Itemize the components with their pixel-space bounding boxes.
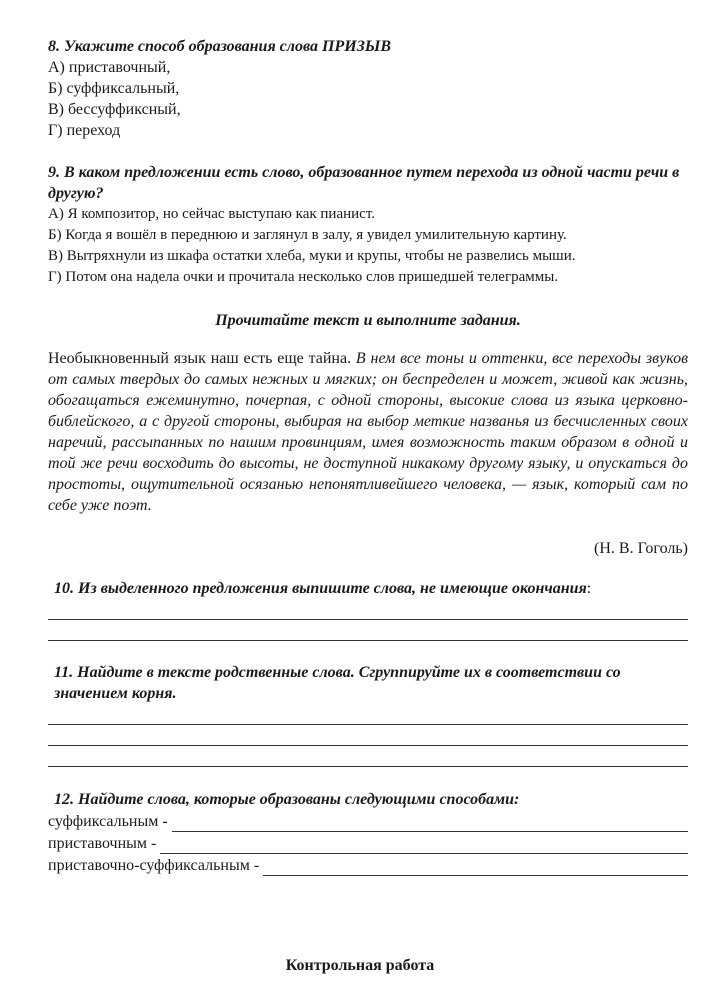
fill-label-prefix: приставочным - (48, 835, 157, 852)
question-8 (48, 36, 688, 141)
instruction-heading: Прочитайте текст и выполните задания. (215, 312, 521, 329)
question-9-option-c: В) Вытряхнули из шкафа остатки хлеба, муки и крупы, чтобы не развелись мыши. (48, 248, 576, 264)
answer-line[interactable] (48, 746, 688, 767)
fill-row-prefix-suffix (48, 854, 688, 876)
question-10-title: 10. Из выделенного предложения выпишите слова, не имеющие окончания (54, 580, 587, 597)
answer-line[interactable] (48, 599, 688, 620)
passage-author: (Н. В. Гоголь) (594, 540, 688, 557)
question-9-title: 9. В каком предложении есть слово, образованное путем перехода из одной части речи в другую? (48, 164, 680, 202)
question-9-option-a: А) Я композитор, но сейчас выступаю как пианист. (48, 206, 375, 222)
question-8-option-d: Г) переход (48, 122, 121, 139)
footer-title: Контрольная работа (285, 957, 435, 974)
question-11-title: 11. Найдите в тексте родственные слова. Сгруппируйте их в соответствии со значением корня. (54, 664, 621, 702)
answer-line[interactable] (160, 837, 688, 854)
answer-line[interactable] (263, 859, 688, 876)
answer-line[interactable] (48, 620, 688, 641)
question-9 (48, 162, 688, 288)
answer-line[interactable] (48, 704, 688, 725)
fill-row-suffix (48, 810, 688, 832)
question-11 (48, 662, 688, 767)
question-9-option-b: Б) Когда я вошёл в переднюю и заглянул в залу, я увидел умилительную картину. (48, 227, 567, 243)
question-8-option-b: Б) суффиксальный, (48, 80, 180, 97)
passage-plain-sentence: Необыкновенный язык наш есть еще тайна. (48, 350, 352, 367)
question-12 (48, 789, 688, 876)
answer-line[interactable] (172, 815, 688, 832)
question-8-title: 8. Укажите способ образования слова ПРИЗЫВ (48, 38, 392, 55)
question-8-option-a: А) приставочный, (48, 59, 171, 76)
question-12-title: 12. Найдите слова, которые образованы следующими способами: (54, 791, 520, 808)
fill-label-suffix: суффиксальным - (48, 813, 168, 830)
question-8-option-c: В) бессуффиксный, (48, 101, 181, 118)
reading-passage (48, 348, 688, 516)
fill-row-prefix (48, 832, 688, 854)
question-10 (48, 578, 688, 641)
passage-highlighted-sentence: В нем все тоны и оттенки, все переходы звуков от самых твердых до самых нежных и мягких; он беспределен и может, живой как жизнь, обогащаться ежеминутно, почерпая, с одной стороны, высокие слова из языка церковно-библейского, а с другой стороны, выбирая на выбор меткие названья из бесчисленных своих наречий, рассыпанных по нашим провинциям, имея возможность таким образом в одной и той же речи восходить до высоты, не доступной никакому другому языку, и опускаться до простоты, ощутительной осязанью непонятливейшего человека, — язык, который сам по себе уже поэт. (48, 350, 689, 514)
question-10-colon: : (586, 580, 592, 597)
answer-line[interactable] (48, 725, 688, 746)
question-9-option-d: Г) Потом она надела очки и прочитала несколько слов пришедшей телеграммы. (48, 269, 559, 285)
fill-label-prefix-suffix: приставочно-суффиксальным - (48, 857, 260, 874)
